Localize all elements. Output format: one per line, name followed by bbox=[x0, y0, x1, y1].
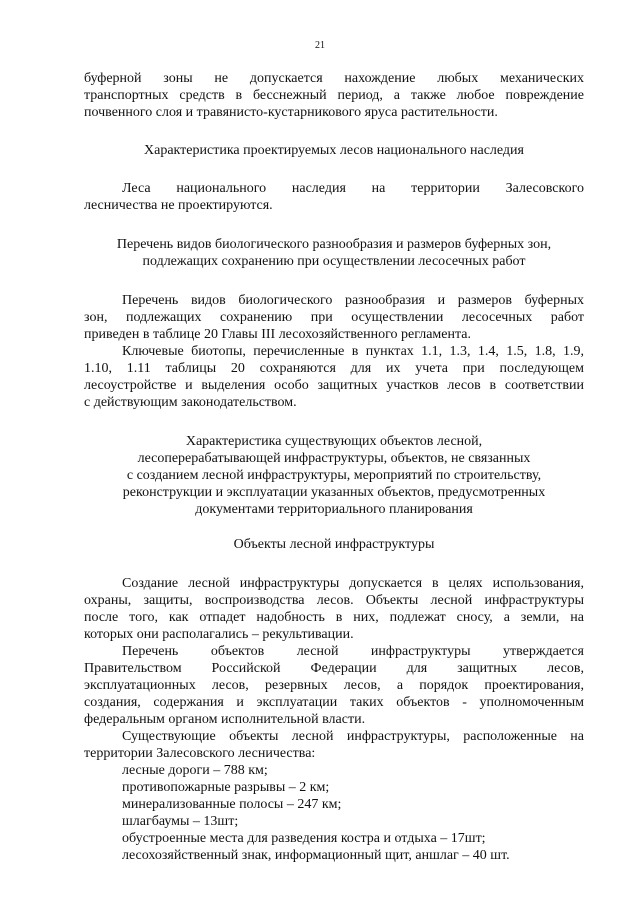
document-body bbox=[84, 70, 584, 864]
intro-line: почвенного слоя и травянисто-кустарникового яруса растительности. bbox=[84, 105, 498, 120]
paragraph-line: которых они располагались – рекультивации. bbox=[84, 627, 354, 642]
paragraph-line: лесничества не проектируются. bbox=[84, 198, 273, 213]
section-heading-infrastructure: с созданием лесной инфраструктуры, мероприятий по строительству, bbox=[126, 468, 542, 483]
paragraph-line: Существующие объекты лесной инфраструктуры, расположенные на bbox=[122, 729, 584, 744]
list-item: обустроенные места для разведения костра и отдыха – 17шт; bbox=[122, 831, 486, 846]
paragraph-line: Перечень объектов лесной инфраструктуры утверждается bbox=[122, 644, 584, 659]
paragraph-line: Создание лесной инфраструктуры допускается в целях использования, bbox=[122, 576, 584, 591]
paragraph-line: территории Залесовского лесничества: bbox=[84, 746, 316, 761]
paragraph-line: лесоустройстве и выделения особо защитных участков лесов в соответствии bbox=[84, 378, 584, 393]
page-number: 21 bbox=[315, 40, 325, 51]
paragraph-line: Правительством Российской Федерации для защитных лесов, bbox=[84, 661, 584, 676]
section-heading-biodiversity: подлежащих сохранению при осуществлении лесосечных работ bbox=[142, 254, 526, 269]
paragraph-line: зон, подлежащих сохранению при осуществлении лесосечных работ bbox=[84, 310, 584, 325]
paragraph-line: Ключевые биотопы, перечисленные в пунктах 1.1, 1.3, 1.4, 1.5, 1.8, 1.9, bbox=[122, 344, 584, 359]
paragraph-line: с действующим законодательством. bbox=[84, 395, 297, 410]
paragraph-line: Перечень видов биологического разнообразия и размеров буферных bbox=[122, 293, 584, 308]
section-heading-national-heritage: Характеристика проектируемых лесов национального наследия bbox=[144, 143, 524, 158]
section-heading-infrastructure: лесоперерабатывающей инфраструктуры, объектов, не связанных bbox=[137, 451, 531, 466]
subsection-heading-forest-infrastructure: Объекты лесной инфраструктуры bbox=[233, 537, 435, 552]
paragraph-line: после того, как отпадет надобность в них, подлежат сносу, а земли, на bbox=[84, 610, 584, 625]
section-heading-infrastructure: Характеристика существующих объектов лесной, bbox=[185, 434, 483, 449]
list-item: минерализованные полосы – 247 км; bbox=[122, 797, 342, 812]
paragraph-line: охраны, защиты, воспроизводства лесов. Объекты лесной инфраструктуры bbox=[84, 593, 584, 608]
intro-line: транспортных средств в бесснежный период, а также любое повреждение bbox=[84, 88, 584, 103]
section-heading-biodiversity: Перечень видов биологического разнообразия и размеров буферных зон, bbox=[116, 237, 552, 252]
list-item: шлагбаумы – 13шт; bbox=[122, 814, 239, 829]
section-heading-infrastructure: реконструкции и эксплуатации указанных объектов, предусмотренных bbox=[122, 485, 546, 500]
paragraph-line: 1.10, 1.11 таблицы 20 сохраняются для их учета при последующем bbox=[84, 361, 584, 376]
section-heading-infrastructure: документами территориального планирования bbox=[195, 502, 473, 517]
list-item: лесохозяйственный знак, информационный щит, аншлаг – 40 шт. bbox=[122, 848, 510, 863]
list-item: лесные дороги – 788 км; bbox=[122, 763, 268, 778]
paragraph-line: создания, содержания и эксплуатации таких объектов - уполномоченным bbox=[84, 695, 584, 710]
paragraph-line: Леса национального наследия на территории Залесовского bbox=[122, 181, 584, 196]
infrastructure-list bbox=[84, 762, 584, 864]
list-item: противопожарные разрывы – 2 км; bbox=[122, 780, 330, 795]
paragraph-line: эксплуатационных лесов, резервных лесов, а порядок проектирования, bbox=[84, 678, 584, 693]
paragraph-line: приведен в таблице 20 Главы III лесохозяйственного регламента. bbox=[84, 327, 471, 342]
intro-line: буферной зоны не допускается нахождение любых механических bbox=[84, 71, 584, 86]
paragraph-line: федеральным органом исполнительной власти. bbox=[84, 712, 366, 727]
